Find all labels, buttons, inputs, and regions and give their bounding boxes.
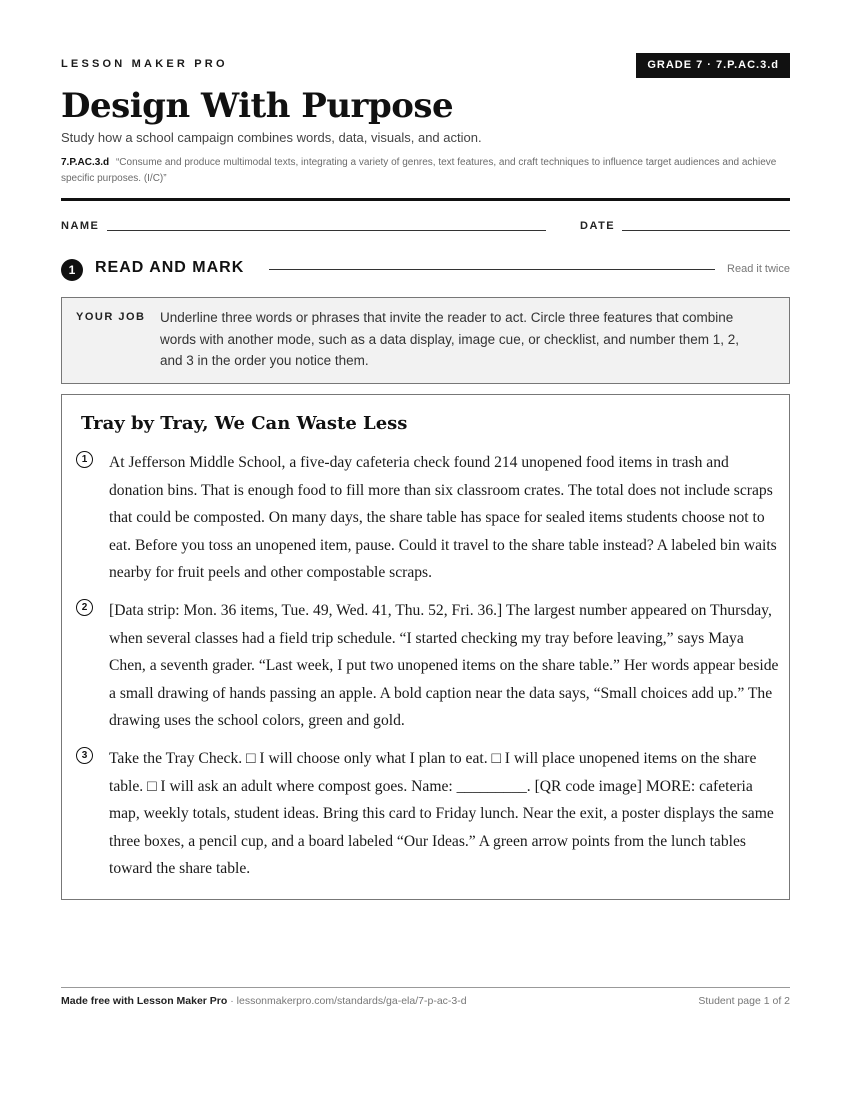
instructions-text: Underline three words or phrases that invite the reader to act. Circle three features that combine words with another mode, such as a data display, image cue, or checklist, and number them 1, 2, and 3 in the order you notice them. [160, 310, 740, 368]
reading-passage [61, 394, 790, 900]
footer-credit [61, 995, 467, 1007]
section-number-badge: 1 [61, 259, 83, 281]
paragraph-number-icon: 3 [76, 747, 93, 764]
passage-title: Tray by Tray, We Can Waste Less [81, 413, 408, 434]
brand-label: LESSON MAKER PRO [61, 58, 228, 70]
paragraph-text: [Data strip: Mon. 36 items, Tue. 49, Wed. 41, Thu. 52, Fri. 36.] The largest number appeared on Thursday, when several classes had a field trip schedule. “I started checking my tray before leaving,” says Maya Chen, a seventh grader. “Last week, I put two unopened items on the share table.” Her words appear beside a small drawing of hands passing an apple. A bold caption near the data says, “Small choices add up.” The drawing uses the school colors, green and gold. [109, 602, 779, 730]
header-divider [61, 198, 790, 201]
footer-url: · lessonmakerpro.com/standards/ga-ela/7-p-ac-3-d [227, 995, 467, 1007]
page-title: Design With Purpose [61, 86, 454, 126]
instructions-box [61, 297, 790, 384]
footer-page-number: Student page 1 of 2 [698, 995, 790, 1007]
date-label: DATE [580, 220, 616, 232]
page-subtitle: Study how a school campaign combines words, data, visuals, and action. [61, 130, 482, 145]
paragraph-text: At Jefferson Middle School, a five-day cafeteria check found 214 unopened food items in trash and donation bins. That is enough food to fill more than six classroom crates. The total does not include scraps that could be composted. On many days, the share table has space for sealed items students choose not to eat. Before you toss an unopened item, pause. Could it travel to the share table instead? A labeled bin waits nearby for fruit peels and other compostable scraps. [109, 454, 777, 582]
paragraph-number-icon: 1 [76, 451, 93, 468]
section-title-rule [269, 269, 715, 270]
name-label: NAME [61, 220, 100, 232]
grade-badge: GRADE 7 · 7.P.AC.3.d [636, 53, 790, 78]
section-title: READ AND MARK [95, 259, 245, 276]
footer-made-with: Made free with Lesson Maker Pro [61, 995, 228, 1007]
standard-code: 7.P.AC.3.d [61, 157, 110, 168]
standard-text: “Consume and produce multimodal texts, integrating a variety of genres, text features, and craft techniques to influence target audiences and achieve specific purposes. (I/C)” [61, 157, 777, 184]
name-field-line[interactable] [107, 230, 546, 231]
paragraph-text: Take the Tray Check. □ I will choose only what I plan to eat. □ I will place unopened items on the share table. □ I will ask an adult where compost goes. Name: _________. [QR code image] MORE: cafeteria map, weekly totals, student ideas. Bring this card to Friday lunch. Near the exit, a poster displays the same three boxes, a pencil cup, and a board labeled “Our Ideas.” A green arrow points from the lunch tables toward the share table. [109, 750, 774, 878]
standard-statement [61, 155, 790, 187]
date-field-line[interactable] [622, 230, 790, 231]
section-note: Read it twice [727, 263, 790, 275]
footer-divider [61, 987, 790, 988]
instructions-label: YOUR JOB [76, 311, 146, 323]
paragraph-number-icon: 2 [76, 599, 93, 616]
